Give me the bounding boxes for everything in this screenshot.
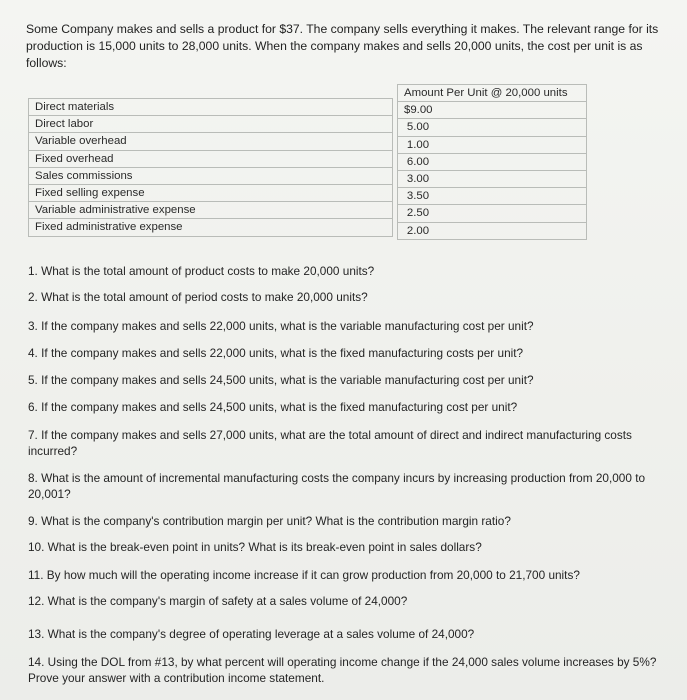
intro-paragraph: Some Company makes and sells a product for $37. The company sells everything it makes. The relevant range for its production is 15,000 units to 28,000 units. When the company makes and sells 20,000 units, the cost per unit is as follows: xyxy=(26,22,659,70)
cost-amount: 6.00 xyxy=(406,155,430,168)
question-8: 8. What is the amount of incremental manufacturing costs the company incurs by increasing production from 20,000 to 20,001? xyxy=(28,471,646,501)
table-row xyxy=(29,219,393,236)
table-row xyxy=(29,184,393,201)
cost-amount: 3.50 xyxy=(406,190,430,203)
cost-label: Direct materials xyxy=(29,99,393,116)
table-row xyxy=(398,153,587,170)
table-row xyxy=(29,150,393,167)
question-11: 11. By how much will the operating income increase if it can grow production from 20,000 to 21,700 units? xyxy=(28,568,580,582)
table-row xyxy=(29,116,393,133)
cost-amount: $9.00 xyxy=(404,104,433,117)
cost-label: Direct labor xyxy=(29,116,393,133)
table-row xyxy=(29,99,393,116)
cost-amount: 1.00 xyxy=(406,138,430,151)
table-header-row xyxy=(398,85,587,102)
table-row xyxy=(398,188,587,205)
table-row xyxy=(398,170,587,187)
cost-label: Sales commissions xyxy=(29,167,393,184)
question-14: 14. Using the DOL from #13, by what percent will operating income change if the 24,000 sales volume increases by 5%? Prove your answer with a contribution income statement. xyxy=(28,655,657,685)
table-row xyxy=(398,119,587,136)
question-12: 12. What is the company's margin of safety at a sales volume of 24,000? xyxy=(28,594,408,608)
cost-amount: 2.00 xyxy=(406,224,430,237)
amount-column-header: Amount Per Unit @ 20,000 units xyxy=(398,85,587,102)
table-row xyxy=(398,222,587,239)
cost-amount: 5.00 xyxy=(406,121,430,134)
question-9: 9. What is the company's contribution margin per unit? What is the contribution margin ratio? xyxy=(28,514,511,528)
question-7: 7. If the company makes and sells 27,000 units, what are the total amount of direct and indirect manufacturing costs incurred? xyxy=(28,428,632,458)
cost-amount: 2.50 xyxy=(406,207,430,220)
table-row xyxy=(398,205,587,222)
table-row xyxy=(398,136,587,153)
question-2: 2. What is the total amount of period costs to make 20,000 units? xyxy=(28,290,368,304)
cost-amount: 3.00 xyxy=(406,173,430,186)
question-1: 1. What is the total amount of product costs to make 20,000 units? xyxy=(28,264,375,278)
question-4: 4. If the company makes and sells 22,000 units, what is the fixed manufacturing costs per unit? xyxy=(28,346,524,360)
question-13: 13. What is the company's degree of operating leverage at a sales volume of 24,000? xyxy=(28,627,475,641)
question-6: 6. If the company makes and sells 24,500 units, what is the fixed manufacturing cost per unit? xyxy=(28,400,518,414)
cost-labels-table xyxy=(28,98,393,237)
question-3: 3. If the company makes and sells 22,000 units, what is the variable manufacturing cost per unit? xyxy=(28,319,534,333)
table-row xyxy=(29,167,393,184)
cost-label: Fixed selling expense xyxy=(29,184,393,201)
table-row xyxy=(29,202,393,219)
table-row xyxy=(398,102,587,119)
cost-label: Variable administrative expense xyxy=(29,202,393,219)
question-10: 10. What is the break-even point in units? What is its break-even point in sales dollars? xyxy=(28,540,482,554)
cost-label: Fixed overhead xyxy=(29,150,393,167)
cost-amounts-table xyxy=(397,84,587,240)
table-row xyxy=(29,133,393,150)
question-5: 5. If the company makes and sells 24,500 units, what is the variable manufacturing cost per unit? xyxy=(28,373,534,387)
cost-label: Variable overhead xyxy=(29,133,393,150)
cost-label: Fixed administrative expense xyxy=(29,219,393,236)
